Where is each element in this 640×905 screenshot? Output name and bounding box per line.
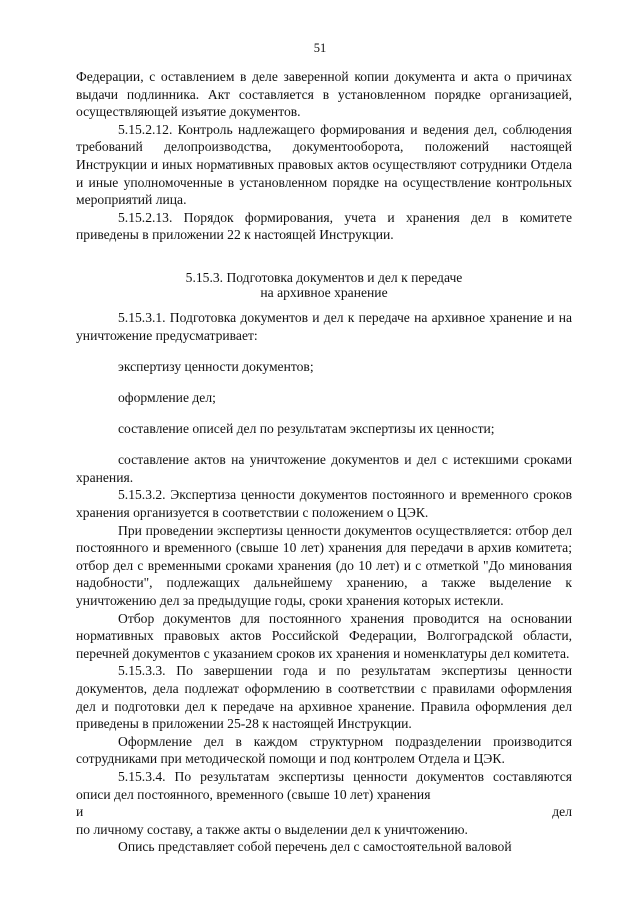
- list-item: оформление дел;: [118, 389, 216, 405]
- list-item: составление актов на уничтожение документов и дел с истекшими сроками хранения.: [76, 452, 572, 485]
- paragraph: Отбор документов для постоянного хранения проводится на основании нормативных правовых актов Российской Федерации, Волгоградской области, перечней документов с указанием сроков их хранения и номенклатуры дел комитета.: [76, 610, 572, 661]
- list-item: составление описей дел по результатам экспертизы их ценности;: [118, 421, 495, 437]
- paragraph: по личному составу, а также акты о выделении дел к уничтожению.: [76, 821, 468, 837]
- paragraph: 5.15.3.1. Подготовка документов и дел к передаче на архивное хранение и на уничтожение предусматривает:: [76, 309, 572, 343]
- paragraph-word: дел: [552, 804, 572, 820]
- paragraph: 5.15.3.2. Экспертиза ценности документов постоянного и временного сроков хранения организуется в соответствии с положением о ЦЭК.: [76, 487, 572, 521]
- paragraph-line: [76, 803, 572, 821]
- paragraph: 5.15.2.12. Контроль надлежащего формирования и ведения дел, соблюдения требований делопроизводства, документооборота, положений настоящей Инструкции и иных нормативных правовых актов осуществляют сотрудники Отдела и иные уполномоченные в установленном порядке на осуществление контрольных мероприятий лица.: [76, 121, 572, 208]
- section-heading: [76, 270, 572, 301]
- section-heading-line: 5.15.3. Подготовка документов и дел к передаче: [185, 269, 463, 285]
- paragraph: 5.15.3.3. По завершении года и по результатам экспертизы ценности документов, дела подлежат оформлению в соответствии с правилами оформления дел и подготовки дел к передаче на архивное хранение. Правила оформления дел приведены в приложении 25-28 к настоящей Инструкции.: [76, 663, 572, 732]
- paragraph-word: и: [76, 804, 84, 820]
- paragraph: Опись представляет собой перечень дел с самостоятельной валовой: [118, 839, 512, 855]
- page-number: 51: [313, 41, 327, 55]
- list-item: экспертизу ценности документов;: [118, 358, 314, 374]
- paragraph: 5.15.2.13. Порядок формирования, учета и хранения дел в комитете приведены в приложении 22 к настоящей Инструкции.: [76, 209, 572, 243]
- document-body: [76, 68, 572, 856]
- paragraph: При проведении экспертизы ценности документов осуществляется: отбор дел постоянного и временного (свыше 10 лет) хранения для передачи в архив комитета; отбор дел с временными сроками хранения (до 10 лет) и с отметкой "До минования надобности", подлежащих дальнейшему хранению, а также выделение к уничтожению дел за предыдущие годы, сроки хранения которых истекли.: [76, 522, 572, 609]
- paragraph: Оформление дел в каждом структурном подразделении производится сотрудниками при методической помощи и под контролем Отдела и ЦЭК.: [76, 733, 572, 767]
- section-heading-line: на архивное хранение: [260, 285, 388, 301]
- paragraph: Федерации, с оставлением в деле заверенной копии документа и акта о причинах выдачи подлинника. Акт составляется в установленном порядке организацией, осуществляющей изъятие документов.: [76, 69, 572, 120]
- paragraph: 5.15.3.4. По результатам экспертизы ценности документов составляются описи дел постоянного, временного (свыше 10 лет) хранения: [76, 768, 572, 802]
